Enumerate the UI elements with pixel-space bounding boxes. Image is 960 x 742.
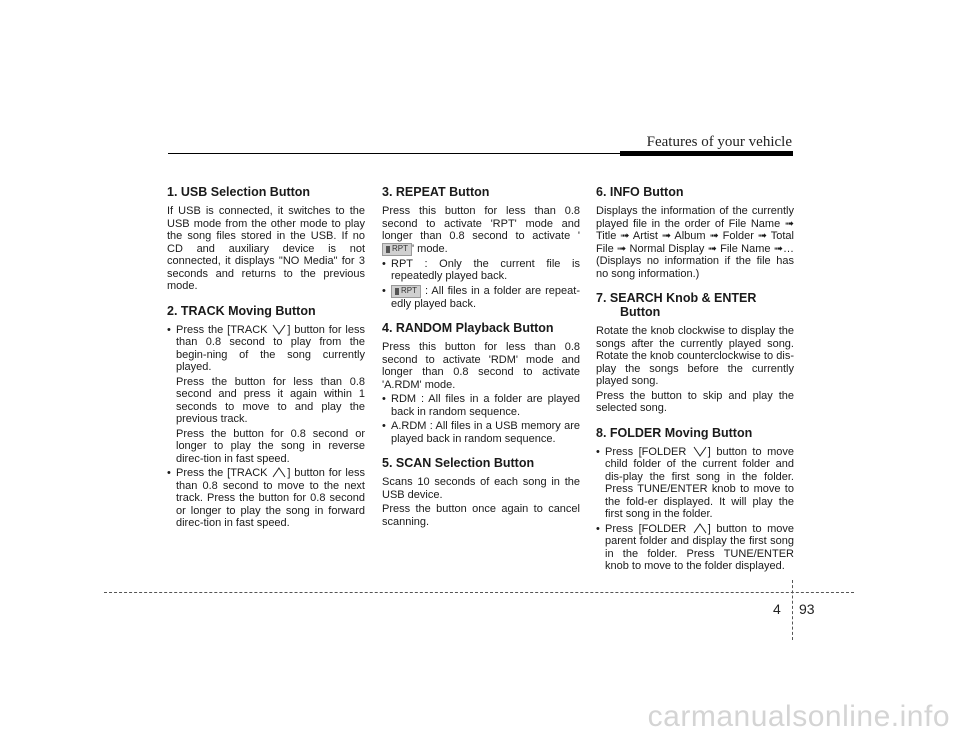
list-item [167, 467, 365, 530]
rpt-folder-badge [391, 285, 421, 298]
section-title-folder: 8. FOLDER Moving Button [596, 425, 753, 440]
rpt-folder-badge [382, 243, 412, 256]
chevron-up-icon [693, 523, 707, 534]
paragraph-text: Press this button for less than 0.8 second to activate 'RPT' mode and longer than 0.8 second to activate ' [382, 205, 580, 242]
section-text-scan: Scans 10 seconds of each song in the USB device. [382, 476, 580, 501]
list-item [382, 285, 580, 311]
paragraph-text: ' mode. [412, 242, 448, 255]
repeat-list [382, 258, 580, 311]
section-title-track: 2. TRACK Moving Button [167, 303, 316, 318]
badge-label: • RPT [401, 285, 417, 295]
running-header: Features of your vehicle [646, 134, 792, 150]
list-item [167, 324, 365, 374]
chapter-number: 4 [773, 601, 781, 617]
list-item-text: Press [FOLDER [605, 522, 692, 535]
list-item-text: ] button to move parent folder and display the first song in the folder. Press TUNE/ENTER knob to move to the folder displayed. [605, 522, 794, 572]
section-text-repeat [382, 205, 580, 256]
list-item-text: Press [FOLDER [605, 445, 692, 458]
section-text-info: Displays the information of the currently played file in the order of File Name ➟ Title ➟ Artist ➟ Album ➟ Folder ➟ Total File ➟ Normal Display ➟ File Name ➟… (Displays no information if the file has no song information.) [596, 205, 794, 280]
section-title-repeat: 3. REPEAT Button [382, 185, 490, 199]
header-rule-accent [620, 151, 793, 156]
heading-line: 7. SEARCH Knob & ENTER [596, 291, 757, 305]
chevron-down-icon [272, 324, 286, 335]
column-2 [382, 185, 580, 530]
badge-label: RPT [392, 243, 408, 253]
track-list [167, 324, 365, 530]
watermark: carmanualsonline.info [647, 700, 950, 733]
folder-icon [395, 288, 399, 295]
column-1 [167, 185, 365, 532]
footer-rule [104, 592, 854, 593]
section-text-scan-cancel: Press the button once again to cancel scanning. [382, 503, 580, 528]
list-item-text: Press the [TRACK [176, 323, 272, 336]
section-text-search-skip: Press the button to skip and play the selected song. [596, 389, 794, 414]
footer-divider [792, 580, 793, 640]
list-item: • RPT : Only the current file is repeatedly played back. [382, 258, 580, 283]
folder-list [596, 446, 794, 573]
list-item-text: ] button for less than 0.8 second to play from the begin-ning of the song currently played. [176, 323, 365, 373]
folder-icon [386, 246, 390, 253]
section-title-scan: 5. SCAN Selection Button [382, 456, 535, 470]
chevron-down-icon [693, 446, 707, 457]
heading-line: Button [620, 305, 661, 319]
sub-paragraph: Press the button for less than 0.8 second and press it again within 1 seconds to move to and play the previous track. [176, 375, 365, 425]
section-text-random: Press this button for less than 0.8 second to activate 'RDM' mode and longer than 0.8 second to activate 'A.RDM' mode. [382, 341, 580, 391]
list-item-text: ] button to move child folder of the current folder and dis-play the first song in the folder. Press TUNE/ENTER knob to move to the fold-er displayed. It will play the first song in the folder. [605, 445, 794, 520]
list-item-text: : All files in a folder are repeat-edly played back. [391, 284, 580, 310]
section-title-search [596, 291, 794, 319]
list-item-text: ] button for less than 0.8 second to move to the next track. Press the button for 0.8 second or longer to play the song in forward direc-tion in fast speed. [176, 467, 365, 529]
page-number: 93 [799, 601, 815, 617]
list-item [596, 446, 794, 521]
section-title-random: 4. RANDOM Playback Button [382, 321, 554, 335]
sub-paragraph: Press the button for 0.8 second or longer to play the song in reverse direc-tion in fast speed. [176, 427, 365, 465]
list-item: • RDM : All files in a folder are played back in random sequence. [382, 393, 580, 418]
section-title-info: 6. INFO Button [596, 185, 684, 199]
column-3 [596, 185, 794, 575]
chevron-up-icon [272, 467, 286, 478]
section-title-usb: 1. USB Selection Button [167, 185, 311, 199]
section-text-usb: If USB is connected, it switches to the USB mode from the other mode to play the song files stored in the USB. If no CD and auxiliary device is not connected, it displays "NO Media" for 3 seconds and returns to the previous mode. [167, 205, 365, 292]
list-item [596, 523, 794, 573]
random-list [382, 393, 580, 445]
list-item-text: Press the [TRACK [176, 467, 272, 479]
list-item: • A.RDM : All files in a USB memory are played back in random sequence. [382, 420, 580, 445]
section-text-search: Rotate the knob clockwise to display the songs after the currently played song. Rotate the knob counterclockwise to dis-play the songs before the currently played song. [596, 325, 794, 387]
